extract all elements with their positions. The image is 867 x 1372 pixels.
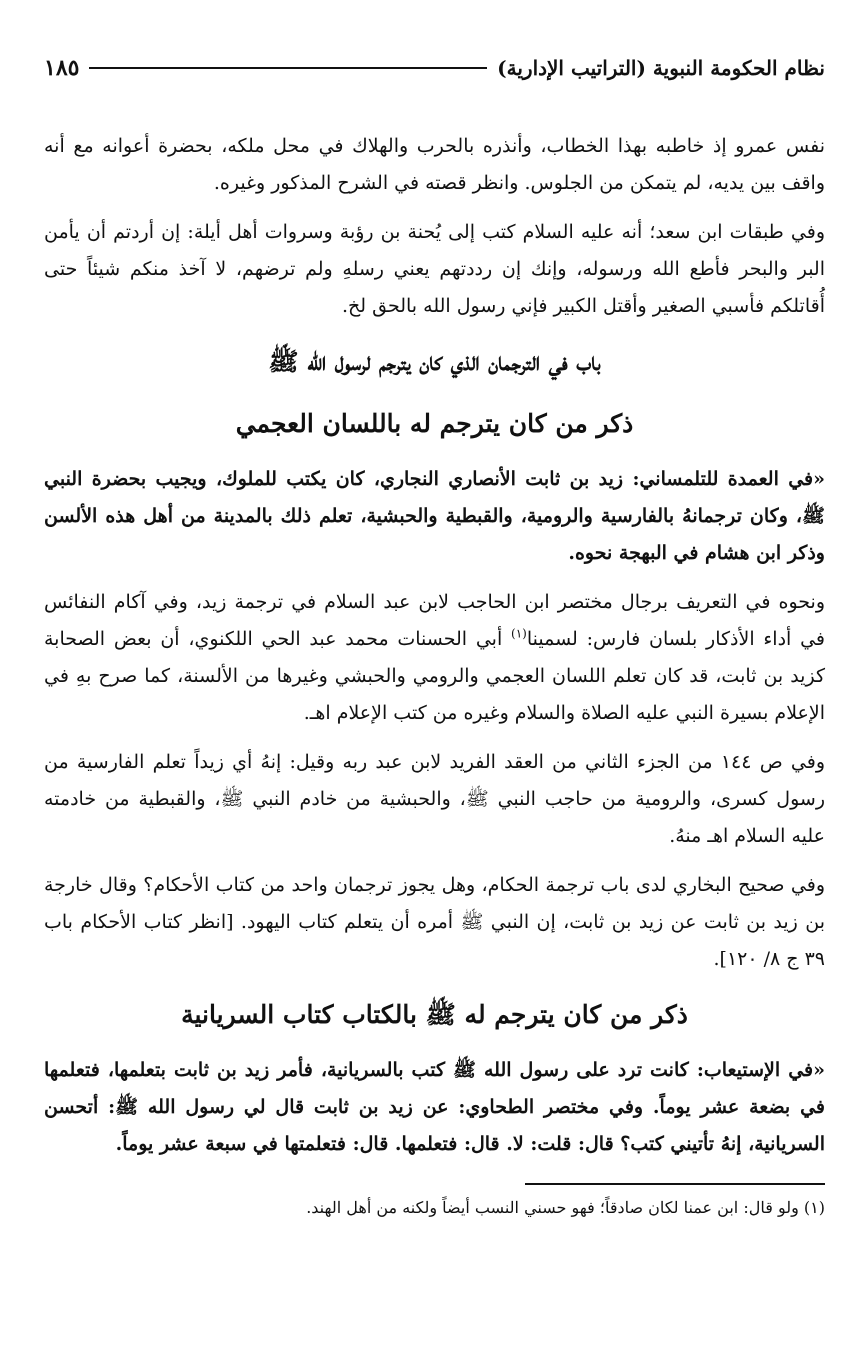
paragraph-3: «في العمدة للتلمساني: زيد بن ثابت الأنصاري النجاري، كان يكتب للملوك، ويجيب بحضرة النبي ﷺ، وكان ترجمانهُ بالفارسية والرومية، والقبطية والحبشية، تعلم ذلك بالمدينة من أهل هذه الألسن وذكر ابن هشام في البهجة نحوه. [44, 468, 825, 564]
paragraph-1: نفس عمرو إذ خاطبه بهذا الخطاب، وأنذره بالحرب والهلاك في محل ملكه، بحضرة أعوانه مع أنه واقف بين يديه، لم يتمكن من الجلوس. وانظر قصته في الشرح المذكور وغيره. [44, 135, 825, 194]
header-rule [89, 67, 487, 69]
footnote-reference[interactable]: (١) [511, 626, 527, 641]
paragraph-4-text-b: أبي الحسنات محمد عبد الحي اللكنوي، أن بعض الصحابة كزيد بن ثابت، قد كان تعلم اللسان العجمي والرومي والحبشي وغيرها من الألسنة، كما صرح بهِ في الإعلام بسيرة النبي عليه الصلاة والسلام وغيره من كتب الإعلام اهـ. [44, 628, 825, 724]
page-body [44, 128, 825, 1221]
paragraph-7: «في الإستيعاب: كانت ترد على رسول الله ﷺ كتب بالسريانية، فأمر زيد بن ثابت بتعلمها، فتعلمها في بضعة عشر يوماً. وفي مختصر الطحاوي: عن زيد بن ثابت قال لي رسول الله ﷺ: أتحسن السريانية، إنهُ تأتيني كتب؟ قال: قلت: لا. قال: فتعلمها. قال: فتعلمتها في سبعة عشر يوماً. [44, 1059, 825, 1155]
running-title: نظام الحكومة النبوية (التراتيب الإدارية) [497, 56, 825, 80]
footnote-rule [525, 1183, 825, 1185]
paragraph-2: وفي طبقات ابن سعد؛ أنه عليه السلام كتب إلى يُحنة بن رؤبة وسروات أهل أيلة: إن أردتم أن يأمن البر والبحر فأطع الله ورسوله، وإنك إن رددتهم يعني رسلهِ ولم ترضهم، لا آخذ منكم شيئاً حتى أُقاتلكم فأسبي الصغير وأقتل الكبير فإني رسول الله بالحق لخ. [44, 221, 825, 317]
paragraph-6: وفي صحيح البخاري لدى باب ترجمة الحكام، وهل يجوز ترجمان واحد من كتاب الأحكام؟ وقال خارجة بن زيد بن ثابت عن زيد بن ثابت، إن النبي ﷺ أمره أن يتعلم كتاب اليهود. [انظر كتاب الأحكام باب ٣٩ ج ٨/ ١٢٠]. [44, 874, 825, 970]
section-heading-syriac: ذكر من كان يترجم له ﷺ بالكتاب كتاب السريانية [181, 1000, 688, 1029]
section-heading-persian: ذكر من كان يترجم له باللسان العجمي [235, 409, 634, 438]
footnote: (١) ولو قال: ابن عمنا لكان صادقاً؛ فهو حسني النسب أيضاً ولكنه من أهل الهند. [306, 1198, 825, 1217]
book-page [44, 46, 825, 1221]
page-number: ١٨٥ [44, 55, 80, 81]
paragraph-5: وفي ص ١٤٤ من الجزء الثاني من العقد الفريد لابن عبد ربه وقيل: إنهُ أي زيداً تعلم الفارسية من رسول كسرى، والرومية من حاجب النبي ﷺ، والحبشية من خادم النبي ﷺ، والقبطية من خادمته عليه السلام اهـ منهُ. [44, 751, 825, 847]
chapter-heading: باب في الترجمان الذي كان يترجم لرسول الله ﷺ [268, 347, 601, 376]
paragraph-4-text-a: ونحوه في التعريف برجال مختصر ابن الحاجب لابن عبد السلام في ترجمة زيد، وفي آكام النفائس في أداء الأذكار بلسان فارس: لسمينا [44, 591, 825, 650]
paragraph-4 [44, 584, 825, 732]
page-header [44, 46, 825, 90]
